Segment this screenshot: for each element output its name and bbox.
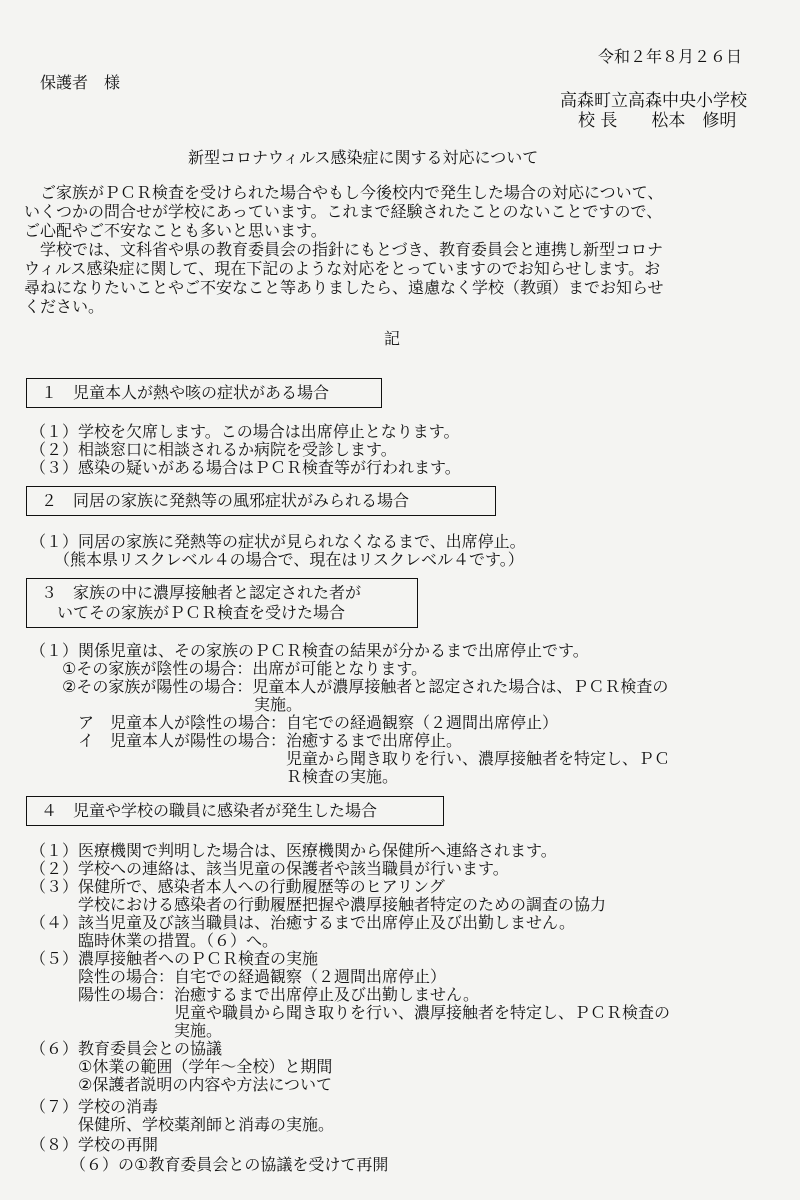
- section-4-item: （４）該当児童及び該当職員は、治癒するまで出席停止及び出勤しません。: [30, 913, 575, 932]
- section-4-item: 陽性の場合：治癒するまで出席停止及び出勤しません。: [30, 985, 479, 1004]
- intro-line: ウィルス感染症に関して、現在下記のような対応をとっていますのでお知らせします。お: [24, 259, 661, 278]
- section-1-heading: [26, 378, 382, 408]
- section-4-item: ②保護者説明の内容や方法について: [30, 1075, 333, 1094]
- section-4-item: （８）学校の再開: [30, 1135, 159, 1154]
- section-3-item: （１）関係児童は、その家族のＰＣＲ検査の結果が分かるまで出席停止です。: [30, 641, 589, 660]
- date: 令和２年８月２６日: [598, 47, 743, 66]
- section-3-item: ①その家族が陰性の場合：出席が可能となります。: [30, 659, 428, 678]
- recipient: 保護者 様: [40, 73, 121, 92]
- intro-line: ください。: [24, 297, 105, 316]
- section-4-item: （５）濃厚接触者へのＰＣＲ検査の実施: [30, 949, 319, 968]
- section-4-item: 臨時休業の措置。（６）へ。: [30, 931, 279, 950]
- section-heading-text: ４ 児童や学校の職員に感染者が発生した場合: [41, 801, 378, 820]
- section-4-item: 実施。: [30, 1021, 223, 1040]
- intro-line: ご家族がＰＣＲ検査を受けられた場合やもし今後校内で発生した場合の対応について、: [24, 183, 664, 202]
- intro-line: いくつかの問合せが学校にあっています。これまで経験されたことのないことですので、: [24, 202, 663, 221]
- section-heading-text: ２ 同居の家族に発熱等の風邪症状がみられる場合: [41, 491, 410, 510]
- section-1-item: （３）感染の疑いがある場合はＰＣＲ検査等が行われます。: [30, 458, 461, 477]
- intro-line: ご心配やご不安なことも多いと思います。: [24, 221, 327, 240]
- section-1-item: （２）相談窓口に相談されるか病院を受診します。: [30, 440, 397, 459]
- section-4-item: （２）学校への連絡は、該当児童の保護者や該当職員が行います。: [30, 859, 509, 878]
- section-4-item: （１）医療機関で判明した場合は、医療機関から保健所へ連絡されます。: [30, 841, 557, 860]
- section-2-item: （１）同居の家族に発熱等の症状が見られなくなるまで、出席停止。: [30, 532, 526, 551]
- section-4-item: 陰性の場合：自宅での経過観察（２週間出席停止）: [30, 967, 447, 986]
- principal-name: 校 長 松本 修明: [578, 111, 737, 131]
- section-4-item: （３）保健所で、感染者本人への行動履歴等のヒアリング: [30, 877, 445, 896]
- intro-paragraph: [24, 183, 774, 316]
- section-4-item: （６）教育委員会との協議: [30, 1039, 223, 1058]
- intro-line: 学校では、文科省や県の教育委員会の指針にもとづき、教育委員会と連携し新型コロナ: [24, 240, 664, 259]
- section-4-item: ①休業の範囲（学年～全校）と期間: [30, 1057, 333, 1076]
- section-heading-text: いてその家族がＰＣＲ検査を受けた場合: [41, 603, 346, 622]
- section-2-heading: [26, 486, 496, 516]
- section-heading-text: ３ 家族の中に濃厚接触者と認定された者が: [41, 583, 362, 602]
- section-3-item: 児童から聞き取りを行い、濃厚接触者を特定し、ＰＣ: [30, 749, 671, 768]
- section-heading-text: １ 児童本人が熱や咳の症状がある場合: [41, 383, 330, 402]
- section-4-item: 保健所、学校薬剤師と消毒の実施。: [30, 1115, 335, 1134]
- section-4-item: （７）学校の消毒: [30, 1097, 159, 1116]
- section-4-item: 学校における感染者の行動履歴把握や濃厚接触者特定のための調査の協力: [30, 895, 607, 914]
- section-3-heading: [26, 578, 418, 628]
- intro-line: 尋ねになりたいことやご不安なこと等ありましたら、遠慮なく学校（教頭）までお知らせ: [24, 278, 664, 297]
- section-3-item: 実施。: [30, 695, 303, 714]
- document-title: 新型コロナウィルス感染症に関する対応について: [188, 148, 539, 167]
- section-3-item: ア 児童本人が陰性の場合：自宅での経過観察（２週間出席停止）: [30, 713, 559, 732]
- section-4-item: 児童や職員から聞き取りを行い、濃厚接触者を特定し、ＰＣＲ検査の: [30, 1003, 671, 1022]
- section-4-item: （６）の①教育委員会との協議を受けて再開: [30, 1155, 389, 1174]
- section-4-heading: [26, 796, 444, 826]
- school-name: 高森町立高森中央小学校: [560, 91, 747, 111]
- section-1-item: （１）学校を欠席します。この場合は出席停止となります。: [30, 422, 460, 441]
- section-3-item: ②その家族が陽性の場合：児童本人が濃厚接触者と認定された場合は、ＰＣＲ検査の: [30, 677, 669, 696]
- ki-marker: 記: [384, 329, 401, 348]
- section-3-item: イ 児童本人が陽性の場合：治癒するまで出席停止。: [30, 731, 463, 750]
- section-2-item: （熊本県リスクレベル４の場合で、現在はリスクレベル４です。）: [30, 550, 524, 569]
- section-3-item: Ｒ検査の実施。: [30, 767, 399, 786]
